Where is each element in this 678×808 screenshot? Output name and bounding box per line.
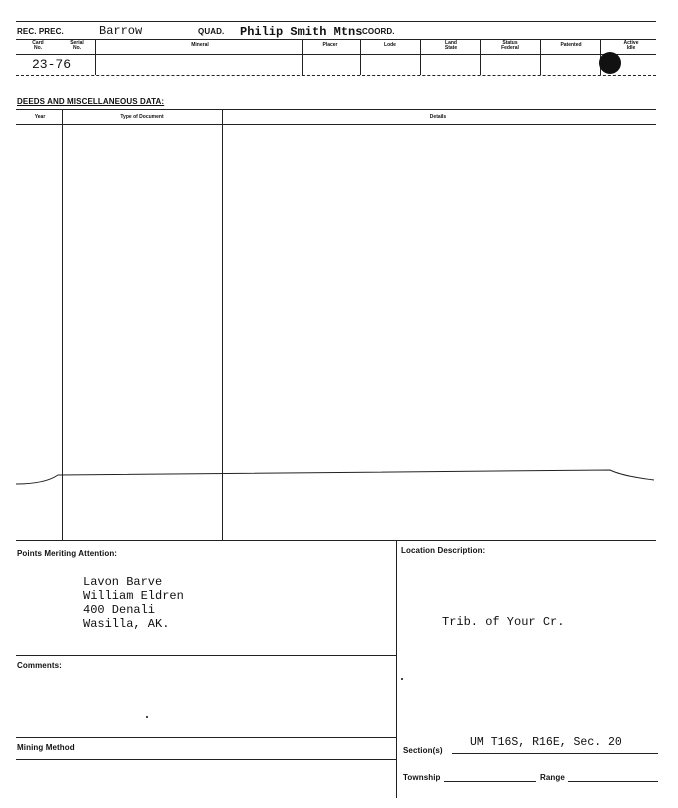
location-value: Trib. of Your Cr. (442, 615, 565, 629)
deeds-header-bottom (16, 124, 656, 125)
active-marker-dot (599, 52, 621, 74)
col-card-header: Card No. (32, 40, 44, 51)
col-lode-header: Lode (384, 42, 396, 48)
section-label: Section(s) (403, 746, 443, 755)
col-div-6 (540, 39, 541, 75)
points-line-3: 400 Denali (83, 603, 156, 617)
lower-top (16, 540, 656, 541)
section-line (452, 753, 658, 754)
col-div-1 (95, 39, 96, 75)
col-div-3 (360, 39, 361, 75)
quad-value: Philip Smith Mtns (240, 25, 363, 39)
deeds-top (16, 109, 656, 110)
deeds-details-header: Details (429, 114, 447, 120)
col-placer-header: Placer (322, 42, 338, 48)
col-patented-header: Patented (560, 42, 582, 48)
comments-top (16, 655, 396, 656)
col-status-federal-header: Status Federal (501, 40, 519, 51)
claim-table-top (16, 39, 656, 40)
points-line-2: William Eldren (83, 589, 184, 603)
location-label: Location Description: (401, 546, 486, 555)
col-serial-header: Serial No. (70, 40, 84, 51)
col-land-state-header: Land State (444, 40, 458, 51)
claim-table-header-bottom (16, 54, 656, 55)
deeds-year-header: Year (34, 114, 46, 120)
rec-prec-label: REC. PREC. (17, 27, 64, 36)
col-div-2 (302, 39, 303, 75)
rec-prec-value: Barrow (99, 24, 143, 38)
col-div-4 (420, 39, 421, 75)
range-line (568, 781, 658, 782)
deeds-type-header: Type of Document (120, 114, 164, 120)
mining-label: Mining Method (17, 743, 75, 752)
points-line-1: Lavon Barve (83, 575, 163, 589)
mining-bottom (16, 759, 396, 760)
section-value: UM T16S, R16E, Sec. 20 (470, 736, 622, 749)
range-label: Range (540, 773, 565, 782)
mining-top (16, 737, 396, 738)
claim-table-bottom (16, 75, 656, 76)
card-no-value: 23-76 (32, 57, 72, 72)
coord-label: COORD. (362, 27, 395, 36)
points-line-4: Wasilla, AK. (83, 617, 170, 631)
margin-dot (401, 678, 403, 680)
page-fold-line (0, 462, 678, 492)
lower-center-divider (396, 540, 397, 798)
col-div-5 (480, 39, 481, 75)
comments-label: Comments: (17, 661, 62, 670)
top-border (16, 21, 656, 22)
col-active-idle-header: Active Idle (623, 40, 639, 51)
township-label: Township (403, 773, 441, 782)
deeds-title: DEEDS AND MISCELLANEOUS DATA: (17, 97, 165, 106)
col-mineral-header: Mineral (191, 42, 209, 48)
stray-mark (146, 716, 148, 718)
points-label: Points Meriting Attention: (17, 549, 118, 558)
quad-label: QUAD. (198, 27, 225, 36)
township-line (444, 781, 536, 782)
